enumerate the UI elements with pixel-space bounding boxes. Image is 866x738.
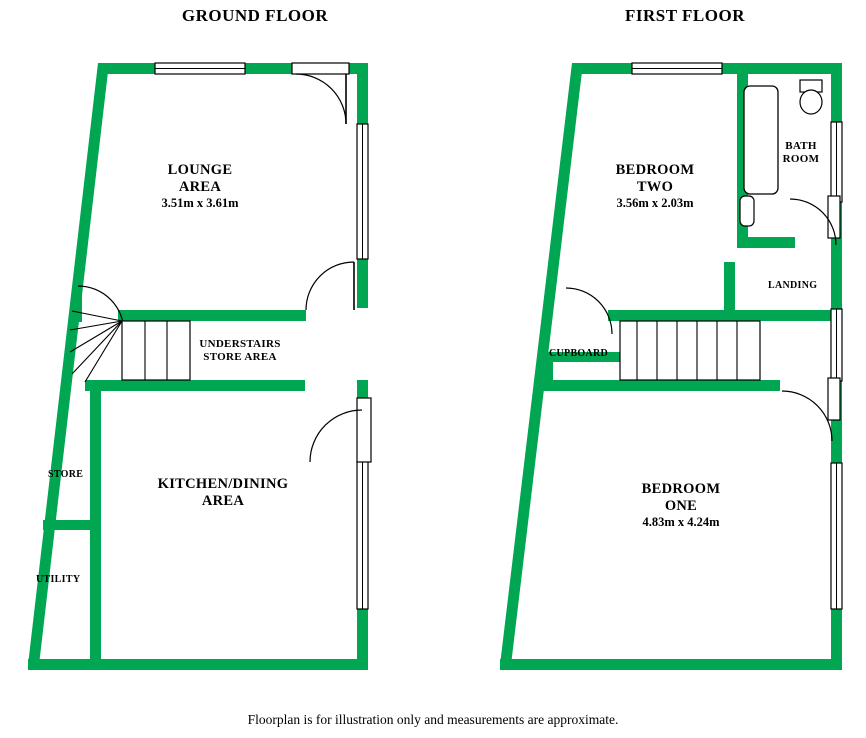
room-label-bedroom-two — [570, 162, 740, 211]
floor-title-first: FIRST FLOOR — [625, 6, 745, 25]
staircase-first — [620, 321, 760, 380]
room-dim-bedroom-one: 4.83m x 4.24m — [642, 515, 720, 530]
door-bathroom — [790, 196, 840, 245]
room-dim-lounge: 3.51m x 3.61m — [161, 196, 239, 211]
door-ground-front — [292, 63, 349, 124]
window-first-right-mid — [831, 309, 842, 381]
window-first-right-lower — [831, 463, 842, 609]
room-label-lounge — [115, 162, 285, 211]
room-label-understairs — [180, 338, 300, 364]
room-label-cupboard — [549, 348, 631, 360]
room-name-cupboard: CUPBOARD — [549, 348, 609, 359]
room-label-landing — [768, 280, 844, 292]
floor-title-ground: GROUND FLOOR — [181, 6, 329, 25]
room-name-bedroom-two: BEDROOM — [615, 162, 695, 178]
door-ground-back — [310, 398, 371, 462]
window-ground-right-lower — [357, 461, 368, 609]
room-label-bathroom — [766, 140, 836, 166]
door-bedroom-two — [566, 288, 612, 334]
basin-fitting — [740, 196, 754, 226]
room-name-lounge-2: AREA — [178, 179, 222, 196]
room-name-bedroom-one-2: ONE — [664, 498, 698, 515]
door-ground-lounge — [306, 262, 354, 310]
toilet-fitting — [800, 80, 822, 114]
room-name-bedroom-one: BEDROOM — [641, 481, 721, 497]
room-name-kitchen-dining: KITCHEN/DINING — [157, 476, 289, 492]
room-label-kitchen-dining — [128, 476, 318, 510]
room-name-bathroom: BATH — [785, 140, 817, 152]
room-name-understairs-2: STORE AREA — [203, 350, 277, 363]
room-name-lounge: LOUNGE — [167, 162, 233, 178]
room-dim-bedroom-two: 3.56m x 2.03m — [616, 196, 694, 211]
window-first-top — [632, 63, 722, 74]
window-ground-right-upper — [357, 124, 368, 259]
room-name-kitchen-dining-2: AREA — [201, 493, 245, 510]
room-label-utility — [36, 574, 100, 586]
room-name-utility: UTILITY — [36, 574, 81, 585]
room-name-landing: LANDING — [768, 280, 818, 291]
room-name-bathroom-2: ROOM — [782, 152, 820, 165]
window-ground-top — [155, 63, 245, 74]
room-name-store: STORE — [48, 469, 84, 480]
staircase-ground — [70, 311, 190, 382]
room-label-bedroom-one — [596, 481, 766, 530]
door-bedroom-one — [782, 378, 840, 441]
room-label-store — [48, 469, 102, 481]
disclaimer-note: Floorplan is for illustration only and measurements are approximate. — [247, 712, 619, 727]
room-name-understairs: UNDERSTAIRS — [199, 338, 281, 350]
room-name-bedroom-two-2: TWO — [636, 179, 674, 196]
